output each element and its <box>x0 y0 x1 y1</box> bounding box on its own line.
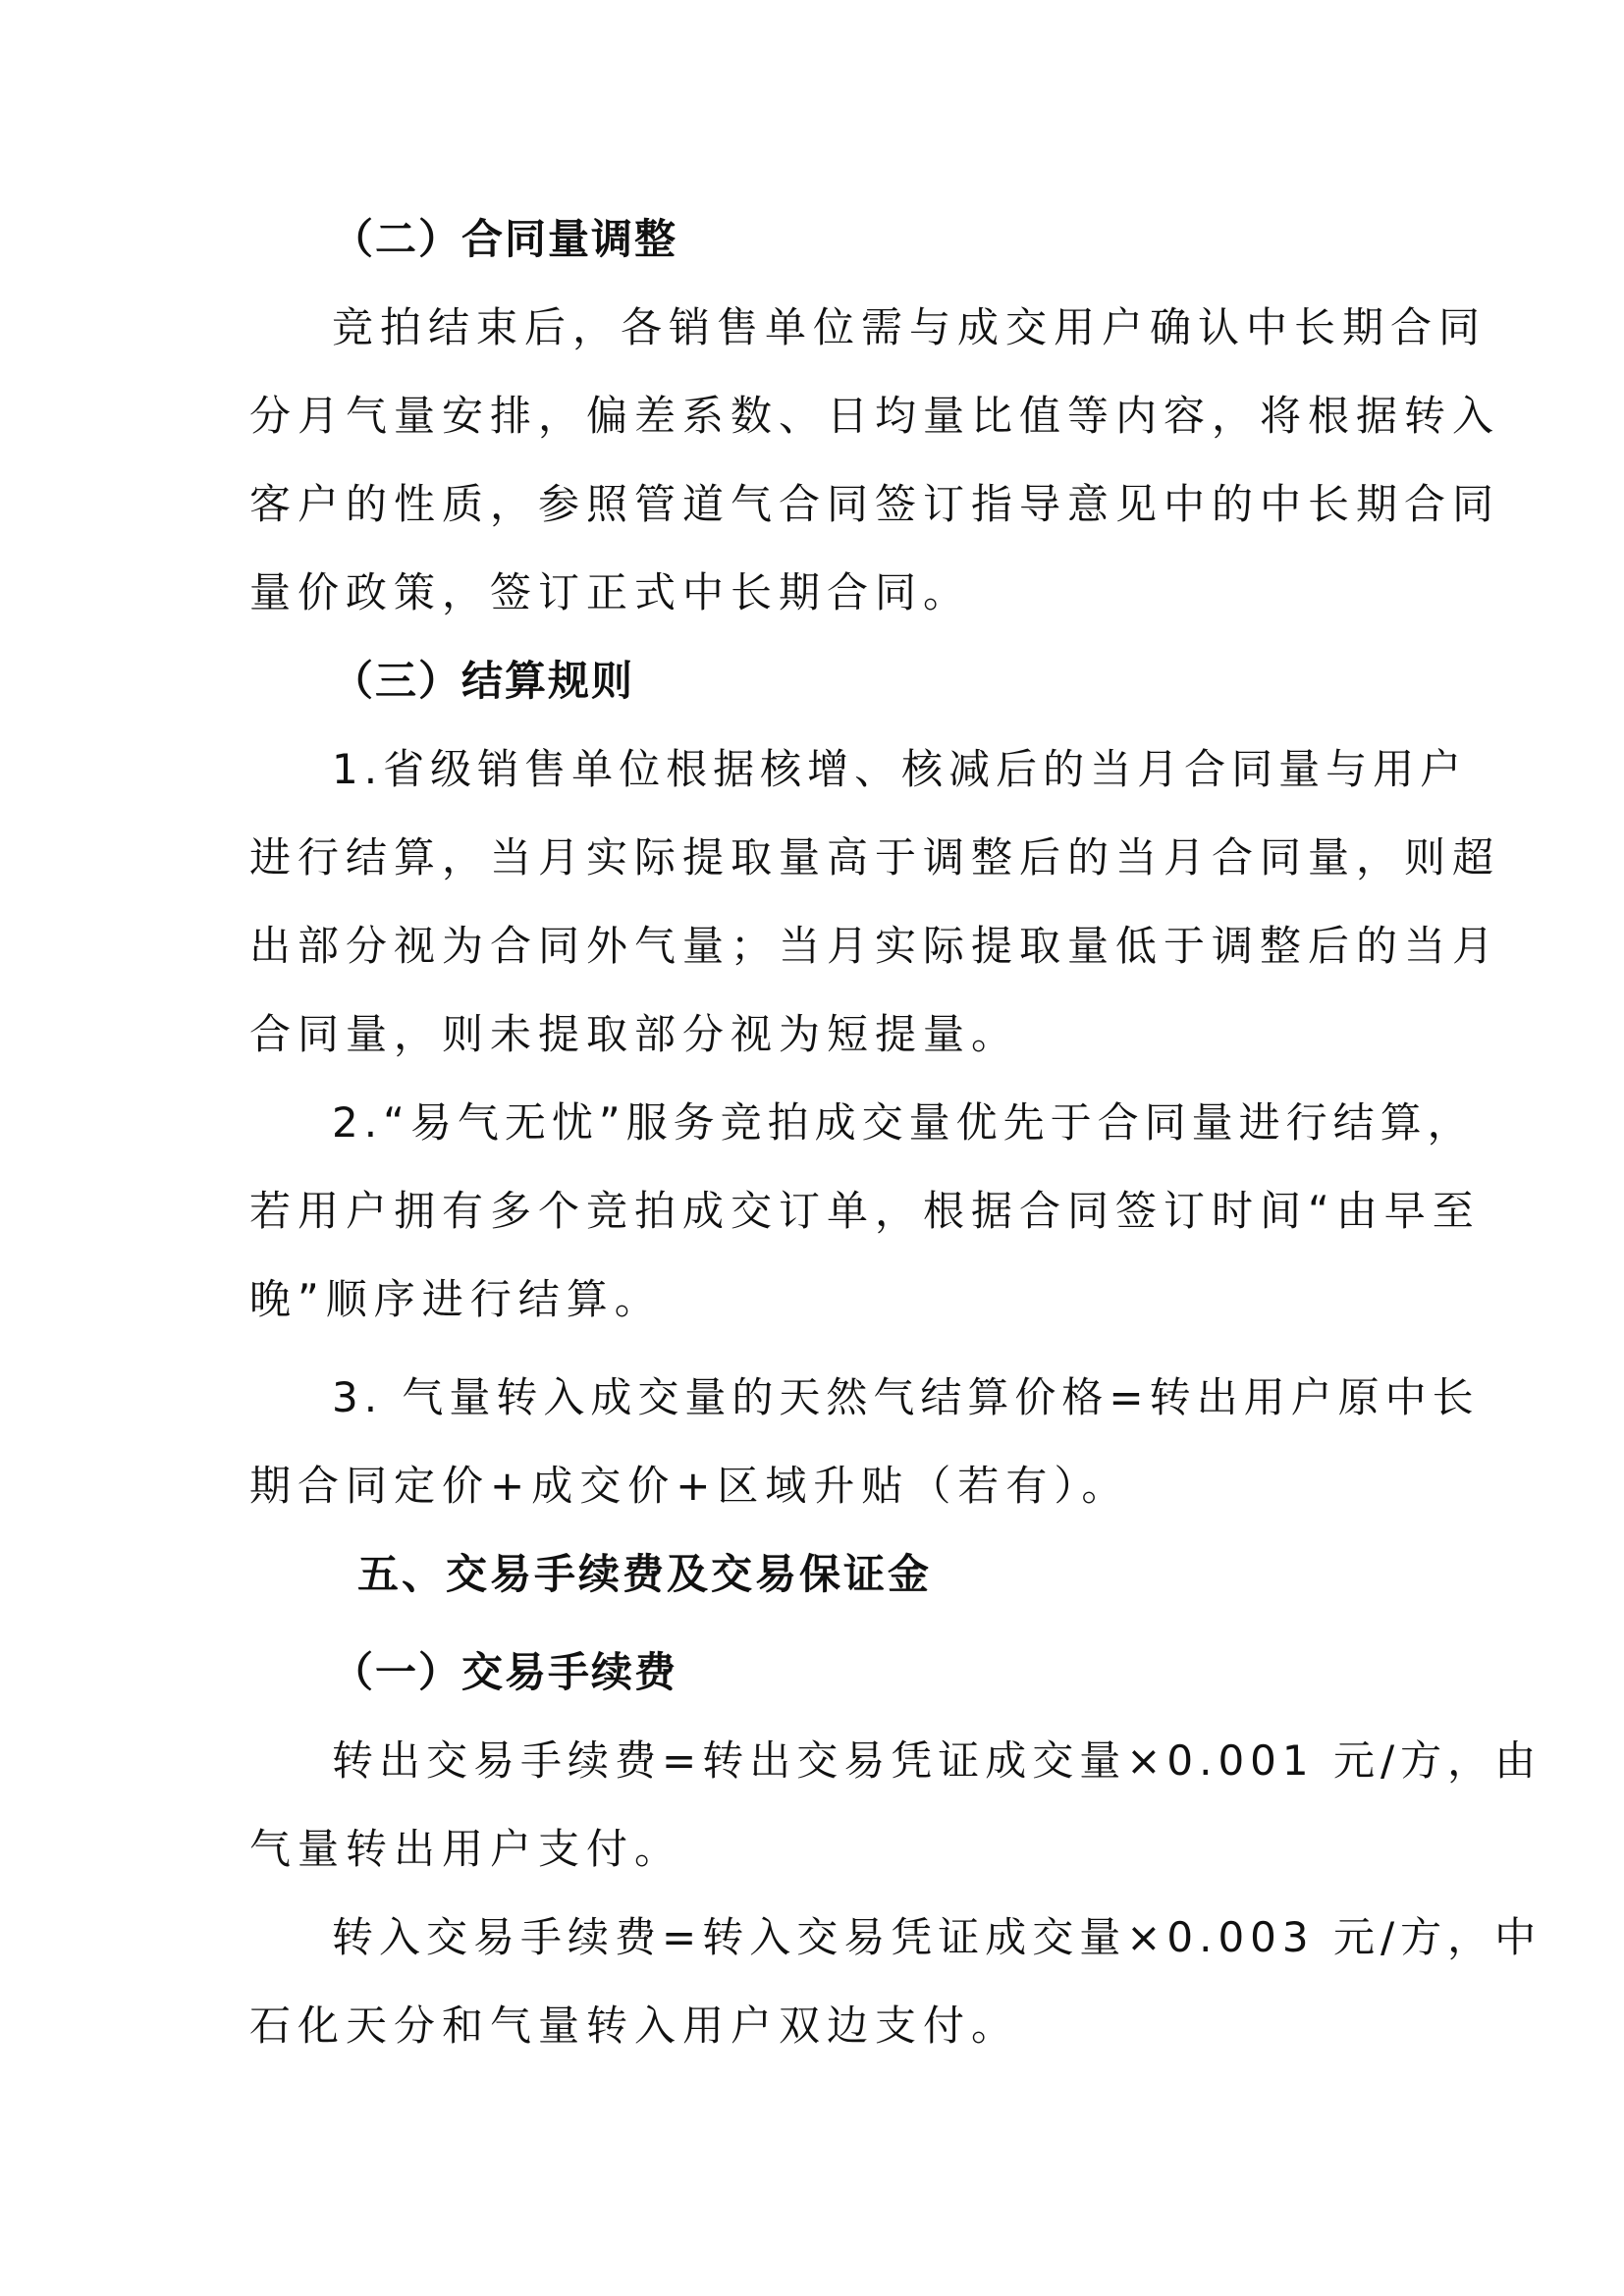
settlement-rule-1-line-1: 1.省级销售单位根据核增、核减后的当月合同量与用户 <box>332 745 1468 793</box>
settlement-rule-2-line-3: 晚”顺序进行结算。 <box>249 1275 663 1323</box>
contract-adjustment-line-1: 竞拍结束后，各销售单位需与成交用户确认中长期合同 <box>332 303 1488 351</box>
settlement-rule-3-line-1: 3. 气量转入成交量的天然气结算价格=转出用户原中长 <box>332 1373 1480 1421</box>
settlement-rule-1-line-4: 合同量，则未提取部分视为短提量。 <box>249 1010 1020 1058</box>
contract-adjustment-line-4: 量价政策，签订正式中长期合同。 <box>249 568 972 616</box>
contract-adjustment-heading: （二）合同量调整 <box>332 215 678 263</box>
transfer-out-fee-line-1: 转出交易手续费=转出交易凭证成交量×0.001 元/方，由 <box>332 1736 1543 1785</box>
settlement-rules-heading: （三）结算规则 <box>332 657 635 705</box>
settlement-rule-2-line-1: 2.“易气无忧”服务竞拍成交量优先于合同量进行结算， <box>332 1098 1475 1147</box>
settlement-rule-2-line-2: 若用户拥有多个竞拍成交订单，根据合同签订时间“由早至 <box>249 1187 1481 1235</box>
contract-adjustment-line-2: 分月气量安排，偏差系数、日均量比值等内容，将根据转入 <box>249 392 1501 440</box>
contract-adjustment-line-3: 客户的性质，参照管道气合同签订指导意见中的中长期合同 <box>249 480 1501 528</box>
settlement-rule-1-line-2: 进行结算，当月实际提取量高于调整后的当月合同量，则超 <box>249 833 1501 881</box>
transaction-fee-heading: （一）交易手续费 <box>332 1648 678 1696</box>
transfer-in-fee-line-2: 石化天分和气量转入用户双边支付。 <box>249 2002 1020 2050</box>
transfer-in-fee-line-1: 转入交易手续费=转入交易凭证成交量×0.003 元/方，中 <box>332 1913 1543 1961</box>
settlement-rule-3-line-2: 期合同定价+成交价+区域升贴（若有）。 <box>249 1462 1130 1510</box>
section-five-heading: 五、交易手续费及交易保证金 <box>357 1550 933 1598</box>
transfer-out-fee-line-2: 气量转出用户支付。 <box>249 1825 683 1873</box>
settlement-rule-1-line-3: 出部分视为合同外气量；当月实际提取量低于调整后的当月 <box>249 922 1501 970</box>
